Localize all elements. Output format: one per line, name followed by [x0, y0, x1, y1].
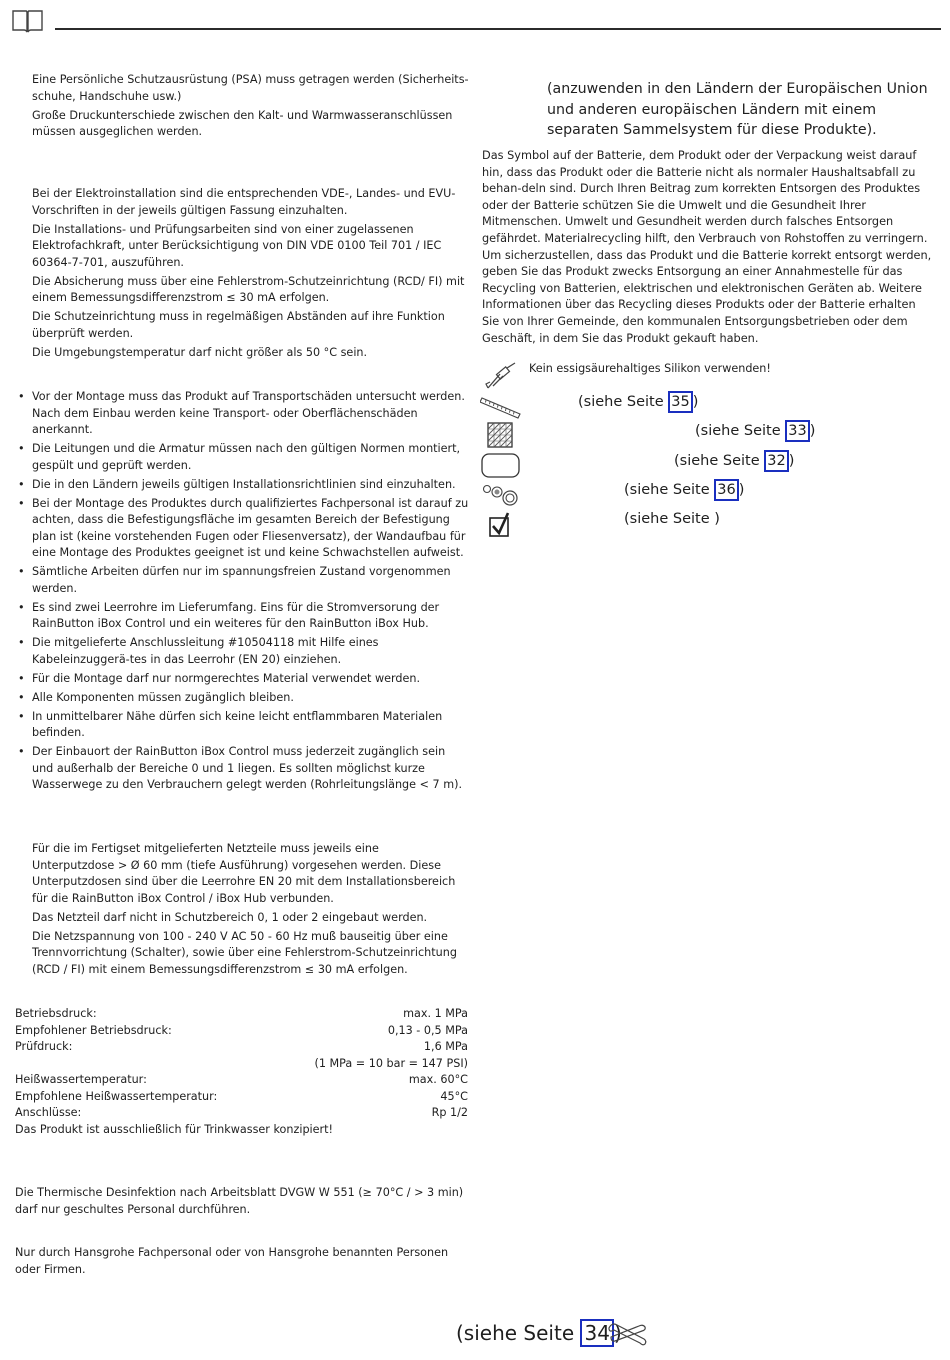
silicone-gun-icon [480, 362, 522, 390]
disposal-heading: (anzuwenden in den Ländern der Europäischen Union und anderen europäischen Ländern mit einem separaten Sammelsystem für diese Produkte). [547, 81, 928, 138]
page-link[interactable]: 35 [668, 391, 692, 413]
list-item: • Die Leitungen und die Armatur müssen nach den gültigen Normen montiert, gespült und geprüft werden. [16, 441, 469, 474]
tech-value: Rp 1/2 [431, 1106, 468, 1119]
page-link[interactable]: 34 [580, 1319, 613, 1347]
tech-label: Prüfdruck: [15, 1040, 73, 1053]
ruler-icon [480, 392, 522, 420]
tech-value: 1,6 MPa [423, 1040, 468, 1053]
safety-text: Eine Persönliche Schutzausrüstung (PSA) muss getragen werden (Sicherheits-schuhe, Handschuhe usw.) [32, 73, 469, 103]
tech-label: Empfohlene Heißwassertemperatur: [15, 1089, 218, 1103]
safety-text: Große Druckunterschiede zwischen den Kalt- und Warmwasseranschlüssen müssen ausgeglichen werden. [32, 108, 453, 138]
tech-row [15, 1105, 468, 1122]
tech-value: (1 MPa = 10 bar = 147 PSI) [314, 1056, 468, 1070]
page-link[interactable]: 33 [785, 420, 809, 442]
header-rule [55, 28, 941, 30]
fittings-icon [480, 480, 522, 508]
page-reference[interactable]: (siehe Seite 33 ) [695, 420, 815, 442]
tech-value: 45°C [440, 1089, 468, 1103]
list-item: • Die mitgelieferte Anschlussleitung #10504118 mit Hilfe eines Kabeleinzuggerä-tes in das Leerrohr (EN 20) einziehen. [16, 635, 469, 668]
tech-row [15, 1023, 468, 1040]
list-item: • Vor der Montage muss das Produkt auf Transportschäden untersucht werden. Nach dem Einbau werden keine Transport- oder Oberflächenschäden anerkannt. [16, 389, 469, 439]
page-link[interactable]: 32 [764, 450, 788, 472]
tech-row [15, 1006, 468, 1023]
page-reference[interactable]: (siehe Seite 32 ) [674, 450, 794, 472]
rounded-rect-icon [480, 451, 522, 479]
wrench-icon [606, 1320, 648, 1346]
electro-text: Bei der Elektroinstallation sind die entsprechenden VDE-, Landes- und EVU-Vorschriften in der jeweils gültigen Fassung einzuhalten. [32, 187, 456, 217]
list-item: • Sämtliche Arbeiten dürfen nur im spannungsfreien Zustand vorgenommen werden. [16, 564, 469, 597]
electro-text: Die Schutzeinrichtung muss in regelmäßigen Abständen auf ihre Funktion überprüft werden. [32, 310, 445, 340]
tech-row [15, 1056, 468, 1073]
tech-label: Empfohlener Betriebsdruck: [15, 1023, 172, 1037]
list-item: • Für die Montage darf nur normgerechtes Material verwendet werden. [16, 671, 469, 688]
list-item: • Alle Komponenten müssen zugänglich bleiben. [16, 690, 469, 707]
page-reference[interactable]: (siehe Seite ) [624, 511, 720, 527]
tech-value: max. 1 MPa [403, 1007, 468, 1020]
electro-text: Die Absicherung muss über eine Fehlerstrom-Schutzeinrichtung (RCD/ FI) mit einem Bemessungsdifferenzstrom ≤ 30 mA erfolgen. [32, 274, 465, 304]
silicone-warning: Kein essigsäurehaltiges Silikon verwenden! [529, 362, 771, 375]
page-reference[interactable]: (siehe Seite 35 ) [578, 391, 698, 413]
list-item: • In unmittelbarer Nähe dürfen sich keine leicht entflammbaren Materialen befinden. [16, 709, 469, 742]
tech-value: 0,13 - 0,5 MPa [387, 1023, 468, 1037]
book-icon [11, 8, 44, 34]
disposal-text: Das Symbol auf der Batterie, dem Produkt oder der Verpackung weist darauf hin, dass das Produkt oder die Batterie nicht als normaler Haushaltsabfall zu behan-deln sind. Durch Ihren Beitrag zum korrekten Entsorgen des Produktes oder der Batterie schützen Sie die Umwelt und die Gesundheit Ihrer Mitmenschen. Umwelt und Gesundheit werden durch falsches Entsorgen gefährdet. Materialrecycling hilft, den Verbrauch von Rohstoffen zu verringern. Um sicherzustellen, dass das Produkt und die Batterie korrekt entsorgt werden, geben Sie das Produkt zwecks Entsorgung an einer Annahmestelle für das Recycling von Batterien, elektrischen und elektronischen Geräten ab. Weitere Informationen über das Recycling dieses Produkts oder der Batterie erhalten Sie von Ihrer Gemeinde, den kommunalen Entsorgungsbetrieben oder dem Geschäft, in dem Sie das Produkt gekauft haben. [482, 149, 932, 345]
netzteil-section [32, 841, 464, 981]
tech-row [15, 1039, 468, 1056]
netzteil-text: Für die im Fertigset mitgelieferten Netzteile muss jeweils eine Unterputzdose > Ø 60 mm (tiefe Ausführung) vorgesehen werden. Diese Unterputzdosen sind über die Leerrohre EN 20 mit dem Installationsbereich für die RainButton iBox Control / iBox Hub verbunden. [32, 842, 456, 905]
tech-label: Heißwassertemperatur: [15, 1073, 147, 1086]
electro-section [32, 186, 469, 364]
list-item: • Es sind zwei Leerrohre im Lieferumfang. Eins für die Stromversorung der RainButton iBox Control und ein weiteres für den RainButton iBox Hub. [16, 600, 469, 633]
list-item: • Der Einbauort der RainButton iBox Control muss jederzeit zugänglich sein und außerhalb der Bereiche 0 und 1 liegen. Es sollten möglichst kurze Wasserwege zu den Verbrauchern gelegt werden (Rohrleitungslänge < 7 m). [16, 744, 469, 794]
desinfektion-text: Die Thermische Desinfektion nach Arbeitsblatt DVGW W 551 (≥ 70°C / > 3 min) darf nur geschultes Personal durchführen. [15, 1186, 464, 1216]
checkbox-icon [480, 510, 522, 538]
page-reference[interactable]: (siehe Seite 36 ) [624, 479, 744, 501]
safety-section [32, 72, 469, 143]
netzteil-text: Das Netzteil darf nicht in Schutzbereich 0, 1 oder 2 eingebaut werden. [32, 910, 428, 924]
list-item: • Die in den Ländern jeweils gültigen Installationsrichtlinien sind einzuhalten. [16, 477, 469, 494]
netzteil-text: Die Netzspannung von 100 - 240 V AC 50 - 60 Hz muß bauseitig über eine Trennvorrichtung (Schalter), sowie über eine Fehlerstrom-Schutzeinrichtung (RCD / FI) mit einem Bemessungsdifferenzstrom ≤ 30 mA erfolgen. [32, 929, 457, 976]
tech-value: max. 60°C [408, 1073, 468, 1086]
technical-data [15, 1006, 468, 1138]
hatched-square-icon [480, 421, 522, 449]
montage-list [16, 389, 469, 794]
service-text: Nur durch Hansgrohe Fachpersonal oder von Hansgrohe benannten Personen oder Firmen. [15, 1246, 449, 1276]
electro-text: Die Umgebungstemperatur darf nicht größer als 50 °C sein. [32, 345, 368, 359]
page-link[interactable]: 36 [714, 479, 738, 501]
tech-label: Betriebsdruck: [15, 1007, 97, 1020]
tech-row [15, 1072, 468, 1089]
tech-row [15, 1089, 468, 1106]
bottom-page-reference[interactable]: (siehe Seite 34 ) [456, 1321, 622, 1345]
tech-note: Das Produkt ist ausschließlich für Trinkwasser konzipiert! [15, 1122, 334, 1136]
list-item: • Bei der Montage des Produktes durch qualifiziertes Fachpersonal ist darauf zu achten, dass die Befestigungsfläche im gesamten Bereich der Befestigung plan ist (keine vorstehenden Fugen oder Fliesenversatz), der Wandaufbau für eine Montage des Produktes geeignet ist und keine Schwachstellen aufweist. [16, 496, 469, 562]
electro-text: Die Installations- und Prüfungsarbeiten sind von einer zugelassenen Elektrofachkraft, unter Berücksichtigung von DIN VDE 0100 Teil 701 / IEC 60364-7-701, auszuführen. [32, 222, 442, 269]
tech-label: Anschlüsse: [15, 1106, 82, 1119]
montage-section [16, 389, 469, 796]
